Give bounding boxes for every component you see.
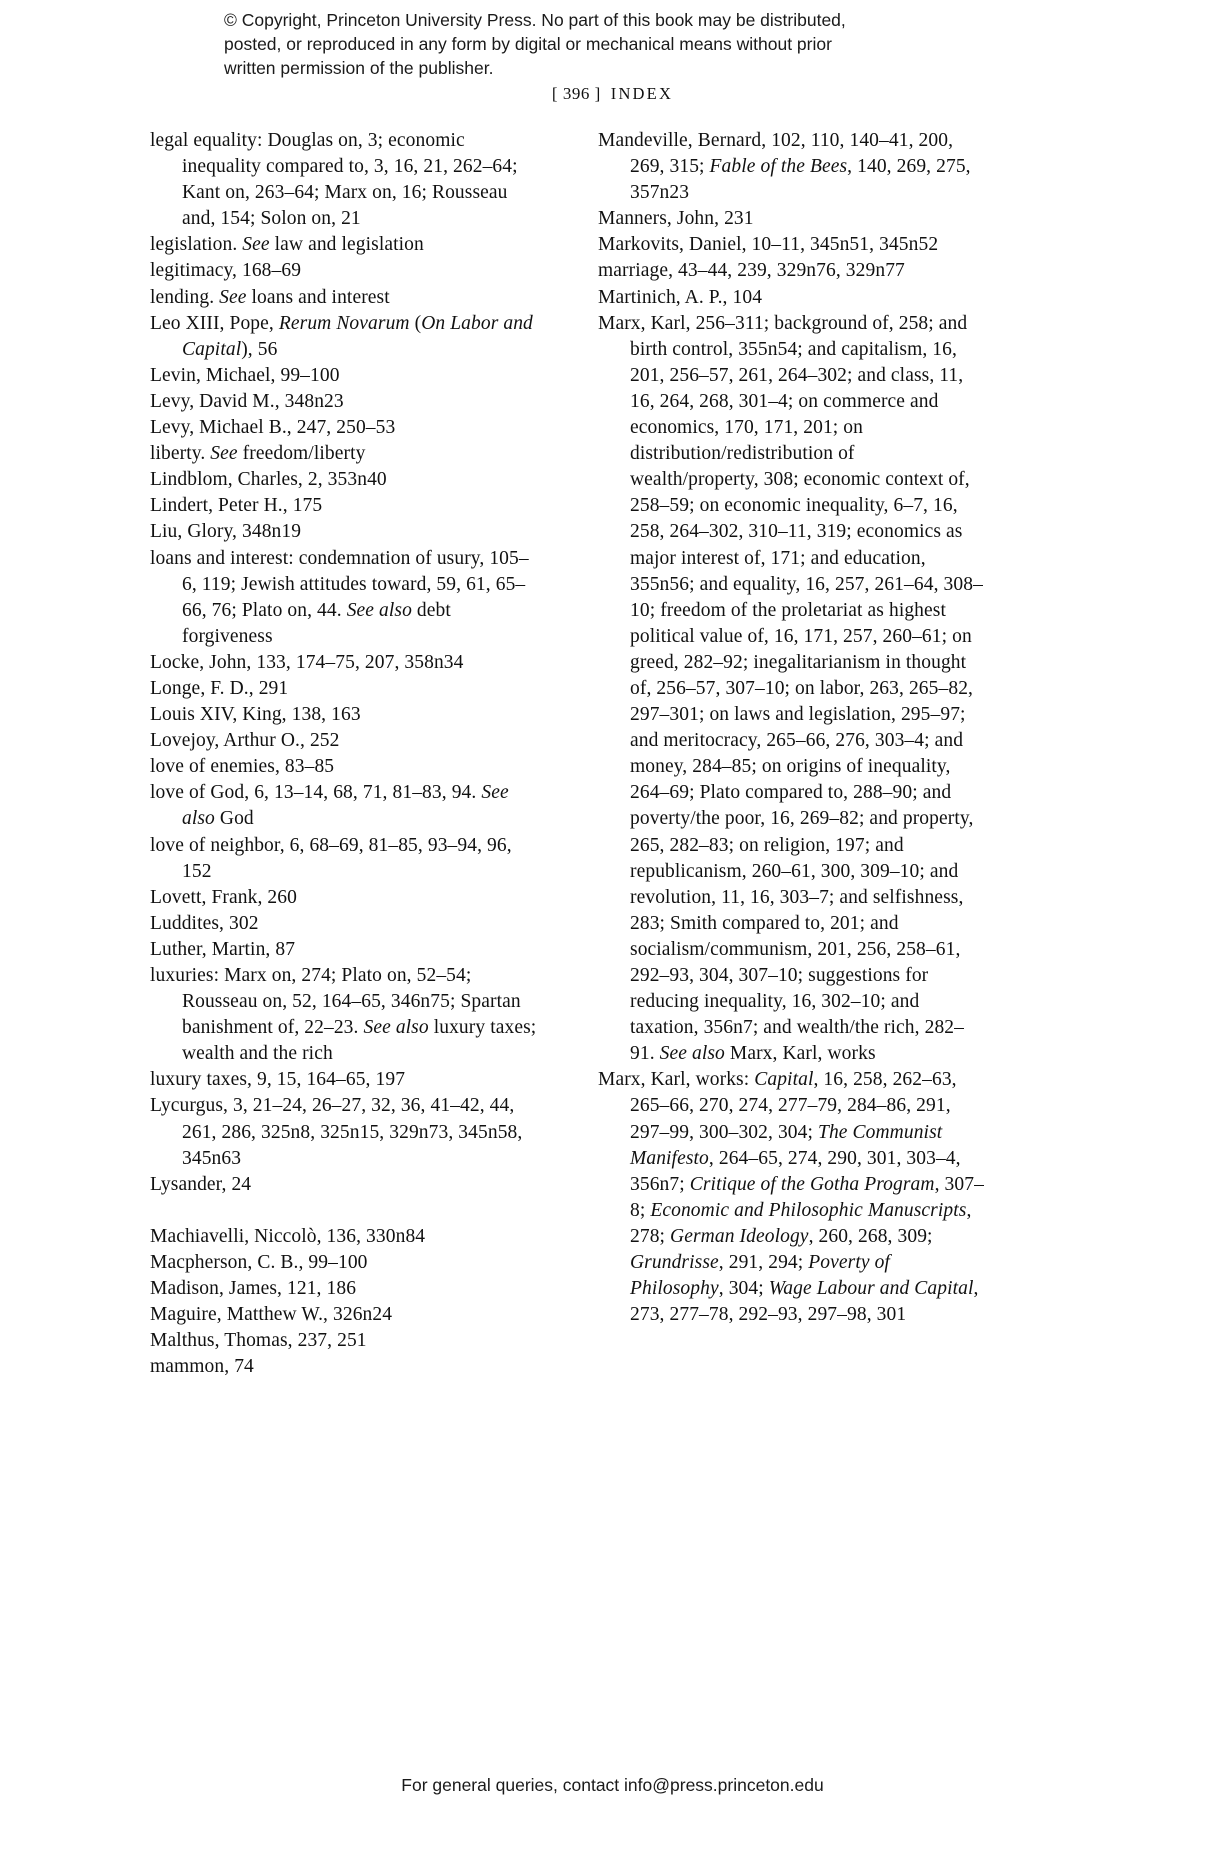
index-entry: love of God, 6, 13–14, 68, 71, 81–83, 94. See also God: [150, 782, 509, 830]
index-entry: Lovett, Frank, 260: [150, 886, 297, 908]
copyright-notice: © Copyright, Princeton University Press. No part of this book may be distributed, posted, or reproduced in any form by digital or mechanical means without prior written permission of the publisher.: [224, 10, 846, 78]
index-entry: legislation. See law and legislation: [150, 234, 424, 256]
index-entry: Louis XIV, King, 138, 163: [150, 704, 361, 726]
index-entry: love of enemies, 83–85: [150, 756, 335, 778]
index-entry: Macpherson, C. B., 99–100: [150, 1251, 368, 1273]
index-entry: lending. See loans and interest: [150, 286, 390, 308]
index-entry: loans and interest: condemnation of usury, 105–6, 119; Jewish attitudes toward, 59, 61, 65–66, 76; Plato on, 44. See also debt forgiveness: [150, 547, 529, 647]
index-entry: Luddites, 302: [150, 912, 259, 934]
index-entry: Luther, Martin, 87: [150, 938, 296, 960]
index-columns: [150, 128, 1075, 1380]
index-column-right: [598, 128, 988, 1380]
index-entry: Levin, Michael, 99–100: [150, 364, 340, 386]
index-entry: luxuries: Marx on, 274; Plato on, 52–54; Rousseau on, 52, 164–65, 346n75; Spartan banishment of, 22–23. See also luxury taxes; wealth and the rich: [150, 965, 537, 1065]
index-entry: Malthus, Thomas, 237, 251: [150, 1330, 367, 1352]
index-entry: Lycurgus, 3, 21–24, 26–27, 32, 36, 41–42, 44, 261, 286, 325n8, 325n15, 329n73, 345n58, 345n63: [150, 1095, 523, 1169]
index-entry: luxury taxes, 9, 15, 164–65, 197: [150, 1069, 406, 1091]
index-entry: Levy, Michael B., 247, 250–53: [150, 417, 396, 439]
index-entry: Manners, John, 231: [598, 208, 754, 230]
index-entry: Machiavelli, Niccolò, 136, 330n84: [150, 1225, 426, 1247]
index-entry: Leo XIII, Pope, Rerum Novarum (On Labor and Capital), 56: [150, 312, 533, 360]
index-entry: Lovejoy, Arthur O., 252: [150, 730, 340, 752]
folio-number: [ 396 ]: [551, 84, 601, 103]
index-entry: Levy, David M., 348n23: [150, 390, 344, 412]
index-entry: love of neighbor, 6, 68–69, 81–85, 93–94, 96, 152: [150, 834, 512, 882]
index-entry: liberty. See freedom/liberty: [150, 443, 366, 465]
index-column-left: [150, 128, 540, 1380]
index-entry: Lindert, Peter H., 175: [150, 495, 323, 517]
index-entry: Markovits, Daniel, 10–11, 345n51, 345n52: [598, 234, 939, 256]
index-entry: Locke, John, 133, 174–75, 207, 358n34: [150, 651, 464, 673]
index-entry: Longe, F. D., 291: [150, 677, 289, 699]
index-entry: mammon, 74: [150, 1356, 254, 1378]
index-entry: Maguire, Matthew W., 326n24: [150, 1304, 393, 1326]
index-entry: Liu, Glory, 348n19: [150, 521, 302, 543]
index-entry: Lindblom, Charles, 2, 353n40: [150, 469, 387, 491]
page-folio: [0, 84, 1225, 104]
index-entry: Martinich, A. P., 104: [598, 286, 763, 308]
index-entry: Marx, Karl, 256–311; background of, 258; and birth control, 355n54; and capitalism, 16, 201, 256–57, 261, 264–302; and class, 11, 16, 264, 268, 301–4; on commerce and economics, 170, 171, 201; on distribution/redistribution of wealth/property, 308; economic context of, 258–59; on economic inequality, 6–7, 16, 258, 264–302, 310–11, 319; economics as major interest of, 171; and education, 355n56; and equality, 16, 257, 261–64, 308–10; freedom of the proletariat as highest political value of, 16, 171, 257, 260–61; on greed, 282–92; inegalitarianism in thought of, 256–57, 307–10; on labor, 263, 265–82, 297–301; on laws and legislation, 295–97; and meritocracy, 265–66, 276, 303–4; and money, 284–85; on origins of inequality, 264–69; Plato compared to, 288–90; and poverty/the poor, 16, 269–82; and property, 265, 282–83; on religion, 197; and republicanism, 260–61, 300, 309–10; and revolution, 11, 16, 303–7; and selfishness, 283; Smith compared to, 201; and socialism/communism, 201, 256, 258–61, 292–93, 304, 307–10; suggestions for reducing inequality, 16, 302–10; and taxation, 356n7; and wealth/the rich, 282–91. See also Marx, Karl, works: [598, 312, 983, 1065]
footer-queries: For general queries, contact info@press.princeton.edu: [401, 1775, 824, 1795]
index-entry: marriage, 43–44, 239, 329n76, 329n77: [598, 260, 905, 282]
index-entry: Lysander, 24: [150, 1173, 252, 1195]
index-entry: Madison, James, 121, 186: [150, 1278, 357, 1300]
index-entry: Mandeville, Bernard, 102, 110, 140–41, 200, 269, 315; Fable of the Bees, 140, 269, 275, 357n23: [598, 130, 971, 204]
index-entry: legal equality: Douglas on, 3; economic inequality compared to, 3, 16, 21, 262–64; Kant on, 263–64; Marx on, 16; Rousseau and, 154; Solon on, 21: [150, 130, 518, 230]
index-entry: Marx, Karl, works: Capital, 16, 258, 262–63, 265–66, 270, 274, 277–79, 284–86, 291, 297–99, 300–302, 304; The Communist Manifesto, 264–65, 274, 290, 301, 303–4, 356n7; Critique of the Gotha Program, 307–8; Economic and Philosophic Manuscripts, 278; German Ideology, 260, 268, 309; Grundrisse, 291, 294; Poverty of Philosophy, 304; Wage Labour and Capital, 273, 277–78, 292–93, 297–98, 301: [598, 1069, 984, 1326]
index-entry: legitimacy, 168–69: [150, 260, 302, 282]
folio-label: INDEX: [610, 84, 674, 103]
